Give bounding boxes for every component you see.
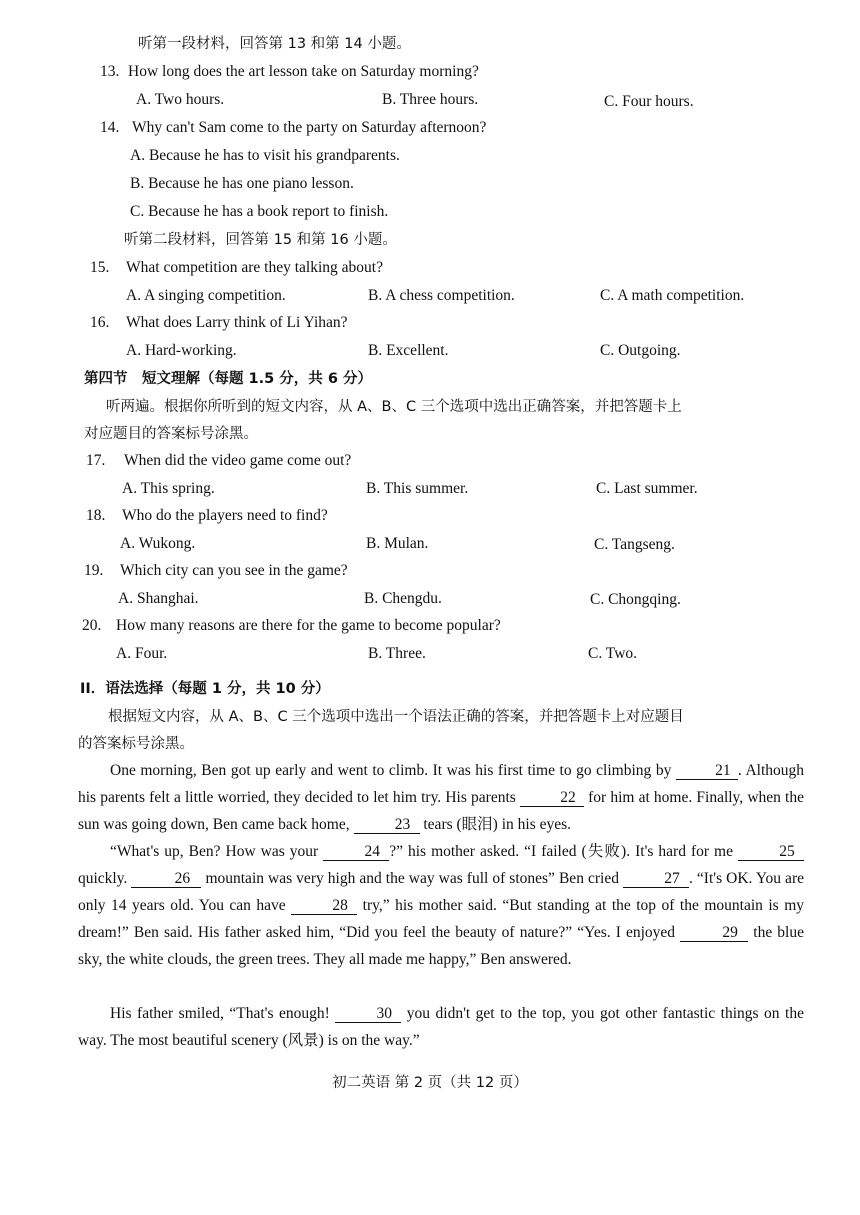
question-text: Who do the players need to find? — [122, 507, 328, 524]
option-20c: C. Two. — [588, 645, 638, 662]
option-20a: A. Four. — [116, 645, 168, 662]
question-17 — [86, 451, 351, 471]
option-13a: A. Two hours. — [136, 91, 225, 108]
passage-text: for him at home. Finally, when the sun was going down, Ben came back home, — [78, 789, 804, 833]
question-15 — [90, 258, 383, 278]
blank-25: 25 — [738, 843, 804, 861]
option-17a: A. This spring. — [122, 480, 215, 497]
passage-text: you didn't get to the top, you got other fantastic things on the way. The most beautiful scenery (风景) is on the way.” — [78, 1005, 804, 1049]
question-text: What does Larry think of Li Yihan? — [126, 314, 348, 331]
passage-text: mountain was very high and the way was full of stones” Ben cried — [201, 870, 624, 887]
option-18a: A. Wukong. — [120, 535, 196, 552]
question-text: What competition are they talking about? — [126, 259, 383, 276]
blank-27: 27 — [623, 870, 689, 888]
option-13b: B. Three hours. — [382, 91, 479, 108]
question-19 — [84, 561, 348, 581]
question-text: How many reasons are there for the game to become popular? — [116, 617, 501, 634]
passage-text: . Although his parents felt a little worried, they decided to let him try. His parents — [78, 762, 804, 806]
option-19b: B. Chengdu. — [364, 590, 442, 607]
passage-text: try,” his mother said. “But standing at the top of the mountain is my dream!” Ben said. His father asked him, “Did you feel the beauty of nature?” “Yes. I enjoyed — [78, 897, 805, 941]
question-text: When did the video game come out? — [124, 452, 352, 469]
passage-text: ?” his mother asked. “I failed (失败). It's hard for me — [389, 843, 738, 860]
question-14 — [100, 118, 486, 138]
blank-28: 28 — [291, 897, 357, 915]
question-text: Which city can you see in the game? — [120, 562, 348, 579]
option-17b: B. This summer. — [366, 480, 469, 497]
question-text: Why can't Sam come to the party on Saturday afternoon? — [132, 119, 487, 136]
passage-text: tears (眼泪) in his eyes. — [419, 816, 572, 833]
instruction-material-1: 听第一段材料，回答第 13 和第 14 小题。 — [138, 36, 411, 52]
blank-29: 29 — [680, 924, 748, 942]
option-19a: A. Shanghai. — [118, 590, 199, 607]
passage-paragraph-1 — [78, 757, 804, 838]
part-2-instruction-line-2: 的答案标号涂黑。 — [78, 736, 194, 752]
blank-23: 23 — [354, 816, 420, 834]
passage-text: . “It's OK. You are only 14 years old. You can have — [78, 870, 804, 914]
question-number: 16. — [90, 314, 110, 331]
option-17c: C. Last summer. — [596, 480, 698, 497]
passage-text: “What's up, Ben? How was your — [110, 843, 324, 860]
option-16c: C. Outgoing. — [600, 342, 681, 359]
option-14b: B. Because he has one piano lesson. — [130, 175, 354, 192]
blank-24: 24 — [323, 843, 389, 861]
option-15c: C. A math competition. — [600, 287, 745, 304]
part-2-heading: II．语法选择（每题 1 分，共 10 分） — [80, 681, 330, 697]
instruction-material-2: 听第二段材料，回答第 15 和第 16 小题。 — [124, 232, 397, 248]
question-number: 17. — [86, 452, 106, 469]
question-13 — [100, 62, 479, 82]
passage-text: His father smiled, “That's enough! — [110, 1005, 336, 1022]
passage-text: quickly. — [78, 870, 132, 887]
blank-21: 21 — [676, 762, 738, 780]
part-2-instruction-line-1: 根据短文内容，从 A、B、C 三个选项中选出一个语法正确的答案，并把答题卡上对应题目 — [108, 709, 684, 725]
question-text: How long does the art lesson take on Saturday morning? — [128, 63, 479, 80]
option-14c: C. Because he has a book report to finish. — [130, 203, 389, 220]
question-number: 13. — [100, 63, 120, 80]
passage-text: the blue sky, the white clouds, the green trees. They all made me happy,” Ben answered. — [78, 924, 804, 968]
blank-22: 22 — [520, 789, 584, 807]
option-18b: B. Mulan. — [366, 535, 429, 552]
blank-26: 26 — [131, 870, 201, 888]
question-number: 18. — [86, 507, 106, 524]
passage-text: One morning, Ben got up early and went to climb. It was his first time to go climbing by — [110, 762, 676, 779]
question-number: 20. — [82, 617, 102, 634]
question-18 — [86, 506, 328, 526]
option-15a: A. A singing competition. — [126, 287, 286, 304]
question-20 — [82, 616, 501, 636]
passage-paragraph-3 — [78, 1000, 804, 1054]
option-20b: B. Three. — [368, 645, 426, 662]
section-4-instruction-line-1: 听两遍。根据你所听到的短文内容，从 A、B、C 三个选项中选出正确答案，并把答题卡上 — [106, 399, 682, 415]
question-number: 19. — [84, 562, 104, 579]
option-13c: C. Four hours. — [604, 93, 694, 110]
option-16b: B. Excellent. — [368, 342, 449, 359]
section-4-instruction-line-2: 对应题目的答案标号涂黑。 — [84, 426, 258, 442]
question-16 — [90, 313, 348, 333]
option-14a: A. Because he has to visit his grandparents. — [130, 147, 400, 164]
page-footer: 初二英语 第 2 页（共 12 页） — [332, 1075, 528, 1091]
option-15b: B. A chess competition. — [368, 287, 515, 304]
question-number: 15. — [90, 259, 110, 276]
question-number: 14. — [100, 119, 120, 136]
option-19c: C. Chongqing. — [590, 591, 681, 608]
option-16a: A. Hard-working. — [126, 342, 237, 359]
blank-30: 30 — [335, 1005, 401, 1023]
passage-paragraph-2 — [78, 838, 804, 973]
section-4-heading: 第四节 短文理解（每题 1.5 分，共 6 分） — [84, 371, 372, 387]
option-18c: C. Tangseng. — [594, 536, 675, 553]
